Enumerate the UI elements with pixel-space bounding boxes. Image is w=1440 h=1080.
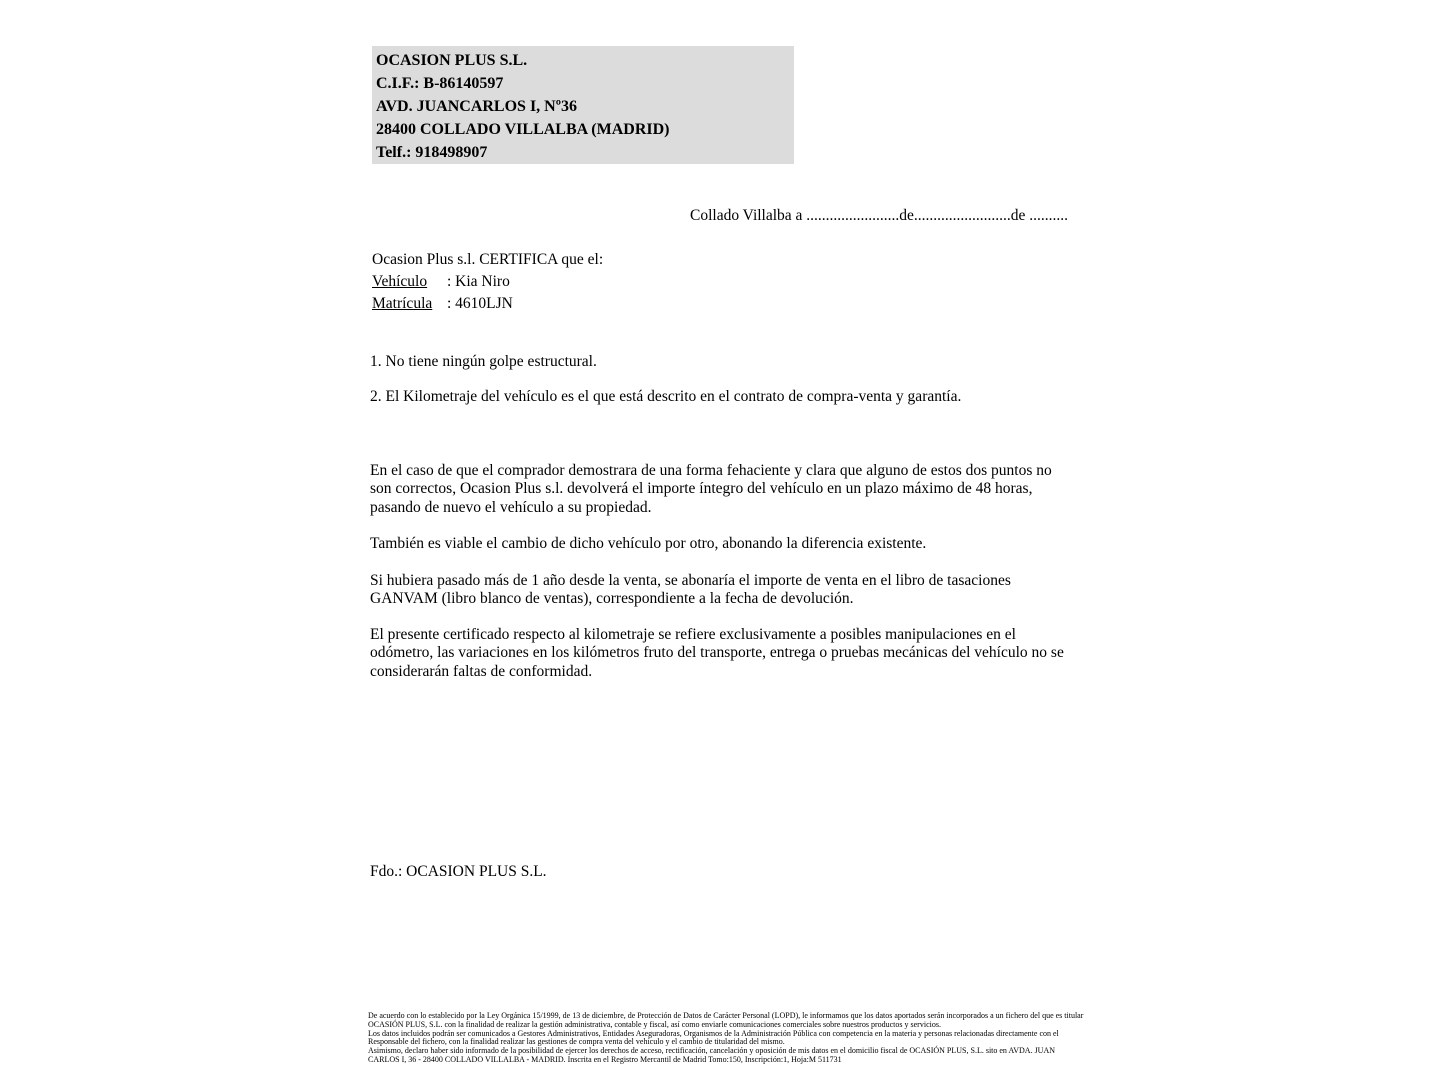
company-city: 28400 COLLADO VILLALBA (MADRID): [376, 121, 670, 138]
paragraph-refund-policy: En el caso de que el comprador demostrara de una forma fehaciente y clara que alguno de estos dos puntos no son correctos, Ocasion Plus s.l. devolverá el importe íntegro del vehículo en un plazo máximo de 48 horas, pasando de nuevo el vehículo a su propiedad.: [370, 462, 1052, 516]
company-name: OCASION PLUS S.L.: [376, 52, 528, 69]
statement-structural-damage: 1. No tiene ningún golpe estructural.: [370, 353, 597, 370]
paragraph-ganvam-valuation: Si hubiera pasado más de 1 año desde la venta, se abonaría el importe de venta en el libro de tasaciones GANVAM (libro blanco de ventas), correspondiente a la fecha de devolución.: [370, 572, 1011, 608]
company-header-box: [372, 46, 794, 164]
plate-value: : 4610LJN: [447, 295, 513, 312]
date-line: Collado Villalba a ........................de.........................de ..........: [690, 207, 1069, 224]
company-phone: Telf.: 918498907: [376, 144, 488, 161]
legal-paragraph-rights: Asimismo, declaro haber sido informado de la posibilidad de ejercer los derechos de acceso, rectificación, cancelación y oposición de mis datos en el domicilio fiscal de OCASIÓN PLUS, S.L. sito en AVDA. JUAN CARLOS I, 36 - 28400 COLLADO VILLALBA - MADRID. Inscrita en el Registro Mercantil de Madrid Tomo:150, Inscripción:1, Hoja:M 511731: [368, 1046, 1056, 1064]
vehicle-field: [372, 271, 603, 293]
legal-paragraph-lopd: De acuerdo con lo establecido por la Ley Orgánica 15/1999, de 13 de diciembre, de Protección de Datos de Carácter Personal (LOPD), le informamos que los datos aportados serán incorporados a un fichero del que es titular OCASIÓN PLUS, S.L. con la finalidad de realizar la gestión administrativa, contable y fiscal, así como enviarle comunicaciones comerciales sobre nuestros productos y servicios.: [368, 1011, 1084, 1029]
vehicle-value: : Kia Niro: [447, 273, 510, 290]
company-cif: C.I.F.: B-86140597: [376, 75, 504, 92]
paragraph-exchange-option: También es viable el cambio de dicho vehículo por otro, abonando la diferencia existente.: [370, 535, 927, 552]
company-address: AVD. JUANCARLOS I, Nº36: [376, 98, 578, 115]
legal-paragraph-data-sharing: Los datos incluidos podrán ser comunicados a Gestores Administrativos, Entidades Aseguradoras, Organismos de la Administración Pública con competencia en la materia y personas relacionadas directamente con el Responsable del fichero, con la finalidad realizar las gestiones de compra venta del vehículo y el cambio de titularidad del mismo.: [368, 1028, 1059, 1047]
plate-field: [372, 293, 603, 315]
paragraph-odometer-scope: El presente certificado respecto al kilometraje se refiere exclusivamente a posibles manipulaciones en el odómetro, las variaciones en los kilómetros fruto del transporte, entrega o pruebas mecánicas del vehículo no se considerarán faltas de conformidad.: [370, 626, 1064, 680]
vehicle-label: Vehículo: [372, 273, 428, 290]
certification-block: [372, 249, 603, 315]
statement-mileage: 2. El Kilometraje del vehículo es el que está descrito en el contrato de compra-venta y garantía.: [370, 388, 962, 405]
plate-label: Matrícula: [372, 295, 433, 312]
signature-line: Fdo.: OCASION PLUS S.L.: [370, 863, 547, 880]
legal-fine-print: [368, 1012, 1084, 1065]
certify-intro: Ocasion Plus s.l. CERTIFICA que el:: [372, 251, 604, 268]
